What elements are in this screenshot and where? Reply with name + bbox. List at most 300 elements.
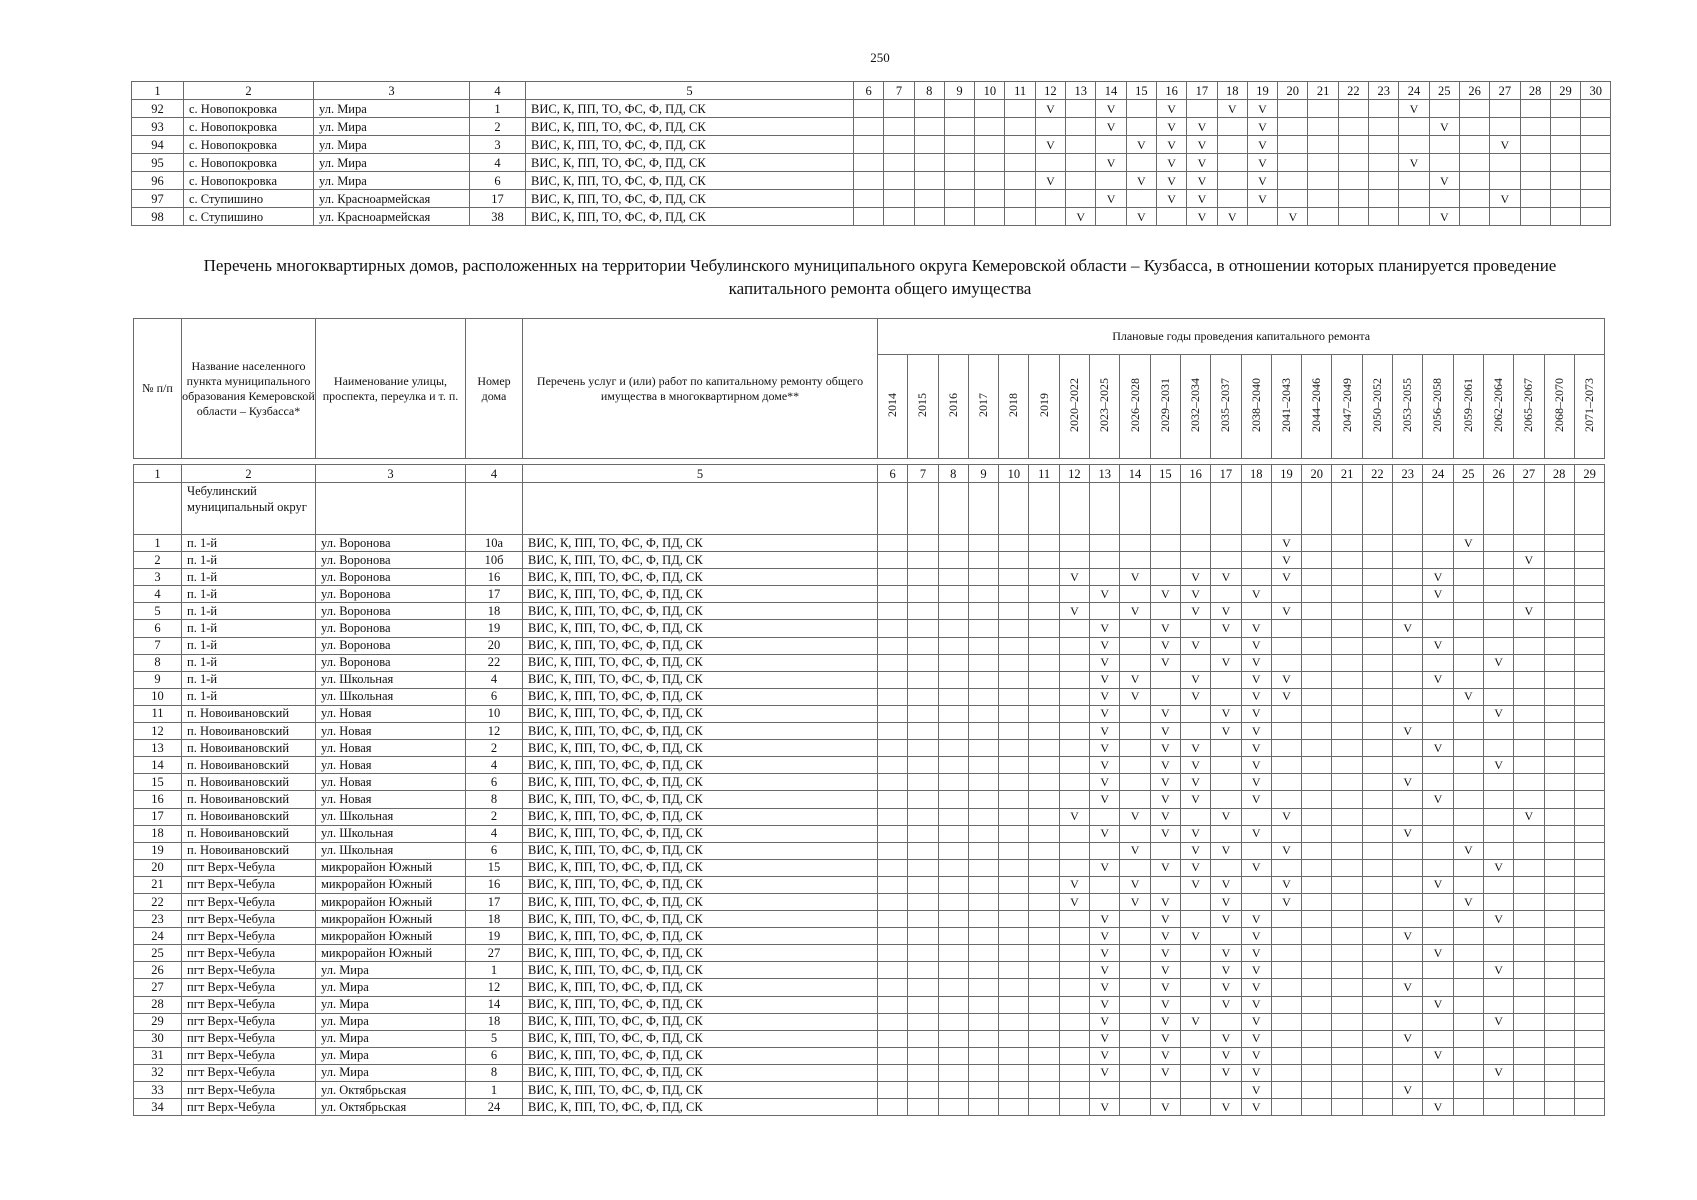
mark-cell [1514,620,1544,637]
street-cell: ул. Воронова [316,654,466,671]
house-cell: 6 [466,688,523,705]
mark-cell [1302,808,1332,825]
mark-cell [1029,586,1059,603]
column-number: 4 [470,82,526,100]
house-cell: 2 [466,808,523,825]
mark-cell [1029,979,1059,996]
mark-cell [1211,671,1241,688]
mark-cell [1514,911,1544,928]
mark-cell [1332,637,1362,654]
street-cell: ул. Мира [314,100,470,118]
repair-mark: V [1399,154,1429,172]
mark-cell [1029,1013,1059,1030]
mark-cell [878,1082,908,1099]
repair-mark: V [1150,1013,1180,1030]
mark-cell [1332,825,1362,842]
mark-cell [908,1047,938,1064]
mark-cell [1332,962,1362,979]
mark-cell [938,996,968,1013]
mark-cell [1059,552,1089,569]
column-number: 11 [1029,465,1059,483]
row-number: 23 [134,911,182,928]
column-number: 22 [1362,465,1392,483]
mark-cell [1514,945,1544,962]
mark-cell [908,723,938,740]
repair-mark: V [1059,893,1089,910]
column-number: 20 [1302,465,1332,483]
house-cell: 17 [466,586,523,603]
mark-cell [1271,1030,1301,1047]
works-cell: ВИС, К, ПП, ТО, ФС, Ф, ПД, СК [523,569,878,586]
mark-cell [1120,723,1150,740]
repair-mark: V [1180,791,1210,808]
mark-cell [1362,962,1392,979]
mark-cell [1544,620,1574,637]
mark-cell [1483,945,1513,962]
mark-cell [1369,172,1399,190]
mark-cell [1059,825,1089,842]
mark-cell [1302,876,1332,893]
mark-cell [968,1047,998,1064]
mark-cell [1180,1064,1210,1081]
mark-cell [968,876,998,893]
column-number: 26 [1483,465,1513,483]
house-cell: 18 [466,911,523,928]
street-cell: ул. Школьная [316,671,466,688]
row-number: 18 [134,825,182,842]
mark-cell [1059,586,1089,603]
street-cell: ул. Октябрьская [316,1099,466,1116]
repair-mark: V [1211,705,1241,722]
column-number: 17 [1211,465,1241,483]
mark-cell [1393,1099,1423,1116]
repair-mark: V [1423,791,1453,808]
mark-cell [1271,979,1301,996]
mark-cell [1393,535,1423,552]
mark-cell [1453,569,1483,586]
repair-mark: V [1180,586,1210,603]
settlement-cell: пгт Верх-Чебула [182,928,316,945]
mark-cell [938,637,968,654]
mark-cell [1362,723,1392,740]
repair-mark: V [1096,154,1126,172]
mark-cell [1544,825,1574,842]
mark-cell [999,859,1029,876]
mark-cell [1393,945,1423,962]
settlement-cell: пгт Верх-Чебула [182,893,316,910]
year-header-cell [1544,355,1574,459]
works-cell: ВИС, К, ПП, ТО, ФС, Ф, ПД, СК [523,842,878,859]
mark-cell [1180,654,1210,671]
mark-cell [1574,859,1604,876]
repair-mark: V [1156,154,1186,172]
mark-cell [1035,118,1065,136]
settlement-cell: с. Новопокровка [184,100,314,118]
mark-cell [1302,945,1332,962]
repair-mark: V [1126,172,1156,190]
mark-cell [1514,928,1544,945]
mark-cell [1453,1099,1483,1116]
mark-cell [1241,893,1271,910]
repair-mark: V [1241,859,1271,876]
mark-cell [1393,911,1423,928]
mark-cell [908,757,938,774]
mark-cell [878,774,908,791]
house-cell: 17 [466,893,523,910]
column-number: 27 [1514,465,1544,483]
mark-cell [1278,136,1308,154]
table-row [134,825,1605,842]
mark-cell [1150,603,1180,620]
settlement-cell: с. Новопокровка [184,154,314,172]
mark-cell [1483,1047,1513,1064]
mark-cell [1393,962,1423,979]
mark-cell [1180,1099,1210,1116]
mark-cell [1369,136,1399,154]
mark-cell [968,1099,998,1116]
mark-cell [975,172,1005,190]
mark-cell [1423,552,1453,569]
mark-cell [854,136,884,154]
row-number: 98 [132,208,184,226]
mark-cell [1029,552,1059,569]
column-number: 20 [1278,82,1308,100]
repair-mark: V [1483,962,1513,979]
year-header-cell [1271,355,1301,459]
mark-cell [1180,535,1210,552]
mark-cell [999,1047,1029,1064]
year-header-cell [1180,355,1210,459]
mark-cell [938,1064,968,1081]
mark-cell [1544,979,1574,996]
mark-cell [1574,740,1604,757]
mark-cell [1544,552,1574,569]
mark-cell [908,1064,938,1081]
mark-cell [1574,842,1604,859]
settlement-cell: п. Новоивановский [182,757,316,774]
house-cell: 6 [470,172,526,190]
repair-mark: V [1156,190,1186,208]
mark-cell [1302,825,1332,842]
mark-cell [1150,876,1180,893]
repair-mark: V [1483,1013,1513,1030]
mark-cell [1271,1047,1301,1064]
repair-mark: V [1150,979,1180,996]
house-cell: 20 [466,637,523,654]
mark-cell [1393,654,1423,671]
mark-cell [938,1099,968,1116]
repair-mark: V [1241,1047,1271,1064]
header-num: № п/п [134,319,182,459]
column-number: 29 [1550,82,1580,100]
mark-cell [1271,825,1301,842]
mark-cell [1362,637,1392,654]
mark-cell [1423,842,1453,859]
mark-cell [1338,100,1368,118]
mark-cell [1059,911,1089,928]
mark-cell [878,705,908,722]
mark-cell [878,1013,908,1030]
mark-cell [1005,118,1035,136]
mark-cell [1574,654,1604,671]
repair-mark: V [1150,1047,1180,1064]
column-number: 10 [975,82,1005,100]
year-label: 2023–2025 [1097,377,1112,432]
mark-cell [999,569,1029,586]
mark-cell [938,1082,968,1099]
mark-cell [1550,172,1580,190]
mark-cell [1423,962,1453,979]
settlement-cell: пгт Верх-Чебула [182,962,316,979]
repair-mark: V [1150,808,1180,825]
mark-cell [1514,842,1544,859]
settlement-cell: пгт Верх-Чебула [182,1013,316,1030]
repair-mark: V [1150,774,1180,791]
repair-mark: V [1241,1099,1271,1116]
mark-cell [1059,1047,1089,1064]
mark-cell [914,172,944,190]
street-cell: ул. Воронова [316,569,466,586]
mark-cell [1514,859,1544,876]
mark-cell [1150,1082,1180,1099]
mark-cell [1120,1064,1150,1081]
mark-cell [1332,654,1362,671]
mark-cell [1483,552,1513,569]
row-number: 5 [134,603,182,620]
mark-cell [1362,893,1392,910]
mark-cell [1574,825,1604,842]
year-header-cell [1211,355,1241,459]
mark-cell [1362,825,1392,842]
mark-cell [1332,1013,1362,1030]
mark-cell [1423,859,1453,876]
mark-cell [1029,603,1059,620]
mark-cell [1453,705,1483,722]
mark-cell [908,945,938,962]
table-row [134,911,1605,928]
settlement-cell: пгт Верх-Чебула [182,996,316,1013]
mark-cell [1490,118,1520,136]
mark-cell [1453,723,1483,740]
settlement-cell: пгт Верх-Чебула [182,1099,316,1116]
settlement-cell: п. Новоивановский [182,740,316,757]
mark-cell [1332,569,1362,586]
settlement-cell: пгт Верх-Чебула [182,1082,316,1099]
table-row [134,996,1605,1013]
house-cell: 8 [466,791,523,808]
year-label: 2014 [885,392,900,417]
mark-cell [1423,1082,1453,1099]
table-row [134,893,1605,910]
repair-mark: V [1156,100,1186,118]
mark-cell [1029,962,1059,979]
row-number: 1 [134,535,182,552]
mark-cell [1211,688,1241,705]
mark-cell [1393,586,1423,603]
mark-cell [975,136,1005,154]
mark-cell [1059,979,1089,996]
row-number: 19 [134,842,182,859]
mark-cell [1096,172,1126,190]
works-cell: ВИС, К, ПП, ТО, ФС, Ф, ПД, СК [523,586,878,603]
mark-cell [968,1030,998,1047]
column-number: 14 [1096,82,1126,100]
column-number: 21 [1308,82,1338,100]
works-cell: ВИС, К, ПП, ТО, ФС, Ф, ПД, СК [523,723,878,740]
mark-cell [938,552,968,569]
mark-cell [968,979,998,996]
repair-mark: V [1211,876,1241,893]
street-cell: ул. Мира [314,136,470,154]
mark-cell [1514,637,1544,654]
mark-cell [1514,1047,1544,1064]
mark-cell [1338,118,1368,136]
mark-cell [1096,208,1126,226]
mark-cell [1332,893,1362,910]
row-number: 33 [134,1082,182,1099]
repair-mark: V [1150,962,1180,979]
row-number: 27 [134,979,182,996]
repair-mark: V [1211,603,1241,620]
year-header-cell [1029,355,1059,459]
mark-cell [1429,154,1459,172]
table-row [132,172,1611,190]
mark-cell [1005,136,1035,154]
mark-cell [1029,654,1059,671]
mark-cell [1520,100,1550,118]
mark-cell [1544,705,1574,722]
mark-cell [878,1099,908,1116]
works-cell: ВИС, К, ПП, ТО, ФС, Ф, ПД, СК [523,979,878,996]
mark-cell [938,876,968,893]
repair-mark: V [1247,118,1277,136]
mark-cell [1514,705,1544,722]
mark-cell [1302,654,1332,671]
mark-cell [999,928,1029,945]
mark-cell [914,100,944,118]
mark-cell [914,190,944,208]
mark-cell [1120,552,1150,569]
repair-mark: V [1423,671,1453,688]
mark-cell [999,586,1029,603]
mark-cell [1393,876,1423,893]
repair-mark: V [1393,979,1423,996]
row-number: 29 [134,1013,182,1030]
mark-cell [1029,620,1059,637]
column-number-row [132,82,1611,100]
mark-cell [1096,136,1126,154]
table-row [134,654,1605,671]
house-cell: 1 [466,962,523,979]
repair-mark: V [1241,1064,1271,1081]
repair-mark: V [1090,859,1120,876]
mark-cell [1278,100,1308,118]
mark-cell [1302,603,1332,620]
mark-cell [1520,190,1550,208]
repair-mark: V [1180,757,1210,774]
house-cell: 2 [470,118,526,136]
repair-mark: V [1090,740,1120,757]
year-label: 2056–2058 [1430,377,1445,432]
mark-cell [1483,535,1513,552]
row-number: 94 [132,136,184,154]
mark-cell [1059,945,1089,962]
year-header-cell [908,355,938,459]
mark-cell [884,100,914,118]
house-cell: 24 [466,1099,523,1116]
mark-cell [999,1082,1029,1099]
table-row [134,1047,1605,1064]
mark-cell [878,740,908,757]
house-cell: 3 [470,136,526,154]
mark-cell [1362,603,1392,620]
mark-cell [968,654,998,671]
year-label: 2065–2067 [1521,377,1536,432]
mark-cell [1574,808,1604,825]
settlement-cell: п. 1-й [182,637,316,654]
mark-cell [1574,876,1604,893]
mark-cell [1217,154,1247,172]
mark-cell [1574,569,1604,586]
mark-cell [1423,535,1453,552]
mark-cell [914,118,944,136]
mark-cell [968,911,998,928]
street-cell: ул. Воронова [316,552,466,569]
mark-cell [1574,1047,1604,1064]
row-number: 97 [132,190,184,208]
mark-cell [914,154,944,172]
mark-cell [968,962,998,979]
street-cell: ул. Школьная [316,842,466,859]
mark-cell [1029,723,1059,740]
street-cell: ул. Школьная [316,808,466,825]
repair-mark: V [1217,100,1247,118]
mark-cell [1362,688,1392,705]
repair-mark: V [1096,190,1126,208]
mark-cell [1271,620,1301,637]
mark-cell [1059,928,1089,945]
repair-mark: V [1090,979,1120,996]
repair-mark: V [1271,688,1301,705]
mark-cell [1483,603,1513,620]
mark-cell [1126,190,1156,208]
works-cell: ВИС, К, ПП, ТО, ФС, Ф, ПД, СК [523,1064,878,1081]
street-cell: ул. Воронова [316,637,466,654]
mark-cell [968,637,998,654]
column-number: 4 [466,465,523,483]
mark-cell [1120,928,1150,945]
mark-cell [999,603,1029,620]
mark-cell [1362,1030,1392,1047]
mark-cell [975,100,1005,118]
row-number: 30 [134,1030,182,1047]
mark-cell [878,586,908,603]
street-cell: ул. Мира [314,154,470,172]
mark-cell [1399,190,1429,208]
mark-cell [1362,535,1392,552]
mark-cell [1399,136,1429,154]
street-cell: ул. Новая [316,723,466,740]
mark-cell [1369,190,1399,208]
repair-mark: V [1241,996,1271,1013]
mark-cell [854,190,884,208]
repair-mark: V [1393,620,1423,637]
mark-cell [1483,637,1513,654]
mark-cell [1271,1099,1301,1116]
repair-mark: V [1241,1013,1271,1030]
mark-cell [944,136,974,154]
mark-cell [1271,740,1301,757]
